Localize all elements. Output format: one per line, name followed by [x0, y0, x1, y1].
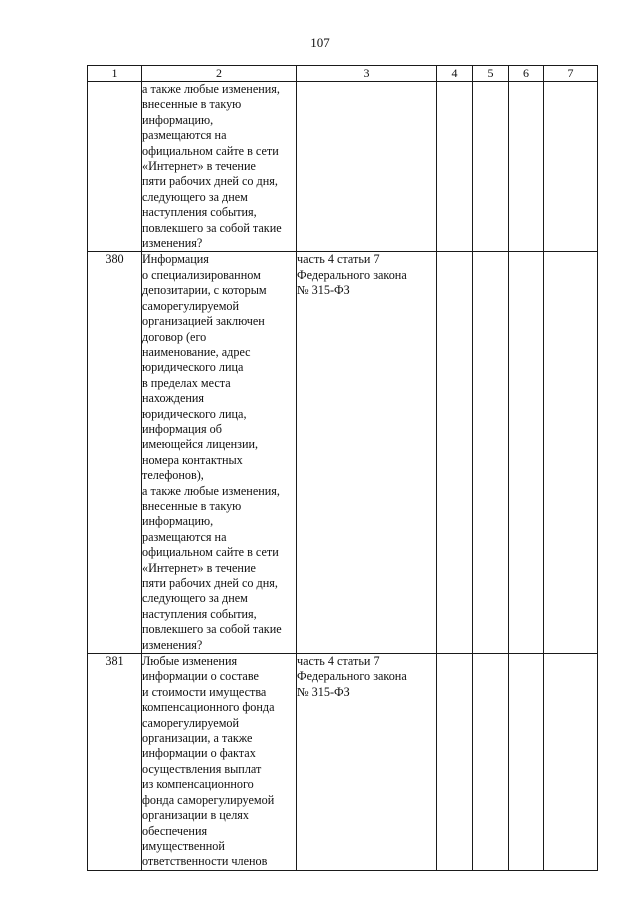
legal-basis [297, 252, 437, 654]
header-col-4: 4 [437, 66, 473, 82]
cell-col-5 [473, 82, 509, 252]
text-line: следующего за днем [142, 591, 248, 606]
row-number [88, 82, 142, 252]
legal-basis [297, 654, 437, 871]
text-line: организации, а также [142, 731, 253, 746]
text-line: пяти рабочих дней со дня, [142, 576, 278, 590]
text-line: информацию, [142, 514, 214, 529]
header-col-2: 2 [142, 66, 297, 82]
text-line: № 315-ФЗ [297, 283, 350, 298]
header-col-1: 1 [88, 66, 142, 82]
text-line: депозитарии, с которым [142, 283, 267, 298]
requirement-text [142, 252, 297, 654]
cell-col-7 [544, 82, 598, 252]
text-line: саморегулируемой [142, 298, 240, 313]
text-line: осуществления выплат [142, 761, 262, 776]
text-line: следующего за днем [142, 189, 248, 204]
text-line: имущественной [142, 838, 225, 853]
checklist-table [87, 65, 598, 871]
header-col-7: 7 [544, 66, 598, 82]
text-line: а также любые изменения, [142, 483, 280, 498]
text-line: изменения? [142, 637, 203, 652]
cell-col-7 [544, 252, 598, 654]
text-line: организации в целях [142, 808, 249, 823]
text-line: юридического лица [142, 360, 244, 375]
text-line: официальном сайте в сети [142, 545, 279, 560]
text-line: из компенсационного [142, 777, 254, 792]
text-line: организацией заключен [142, 314, 265, 329]
header-col-6: 6 [509, 66, 544, 82]
text-line: Федерального закона [297, 267, 407, 282]
text-line: а также любые изменения, [142, 82, 280, 96]
text-line: Любые изменения [142, 654, 238, 669]
cell-col-6 [509, 82, 544, 252]
text-line: часть 4 статьи 7 [297, 654, 380, 669]
text-line: юридического лица, [142, 406, 247, 421]
legal-basis [297, 82, 437, 252]
text-line: «Интернет» в течение [142, 560, 256, 575]
text-line: размещаются на [142, 529, 227, 544]
text-line: внесенные в такую [142, 498, 242, 513]
text-line: компенсационного фонда [142, 700, 275, 715]
text-line: внесенные в такую [142, 97, 242, 112]
text-line: Федерального закона [297, 669, 407, 684]
text-line: размещаются на [142, 128, 227, 143]
text-line: о специализированном [142, 267, 261, 282]
text-line: саморегулируемой [142, 715, 240, 730]
text-line: телефонов), [142, 468, 204, 483]
text-line: информацию, [142, 112, 214, 127]
text-line: наименование, адрес [142, 344, 251, 359]
text-line: Информация [142, 252, 209, 267]
cell-col-4 [437, 82, 473, 252]
text-line: договор (его [142, 329, 207, 344]
table-row [88, 252, 598, 654]
page-number: 107 [310, 35, 330, 50]
table-row [88, 82, 598, 252]
text-line: и стоимости имущества [142, 684, 267, 699]
text-line: повлекшего за собой такие [142, 220, 282, 235]
text-line: фонда саморегулируемой [142, 792, 275, 807]
header-col-5: 5 [473, 66, 509, 82]
row-number: 380 [88, 252, 142, 654]
table-row [88, 654, 598, 871]
text-line: в пределах места [142, 375, 231, 390]
text-line: информации о фактах [142, 746, 256, 761]
cell-col-6 [509, 654, 544, 871]
text-line: изменения? [142, 236, 203, 251]
row-number: 381 [88, 654, 142, 871]
text-line: официальном сайте в сети [142, 143, 279, 158]
cell-col-5 [473, 252, 509, 654]
cell-col-5 [473, 654, 509, 871]
requirement-text [142, 654, 297, 871]
text-line: повлекшего за собой такие [142, 622, 282, 637]
text-line: ответственности членов [142, 854, 268, 869]
cell-col-6 [509, 252, 544, 654]
text-line: информации о составе [142, 669, 259, 684]
text-line: часть 4 статьи 7 [297, 252, 380, 267]
header-col-3: 3 [297, 66, 437, 82]
text-line: нахождения [142, 391, 205, 406]
text-line: информация об [142, 421, 222, 436]
cell-col-4 [437, 252, 473, 654]
text-line: пяти рабочих дней со дня, [142, 174, 278, 189]
text-line: наступления события, [142, 606, 257, 621]
text-line: «Интернет» в течение [142, 159, 256, 174]
text-line: обеспечения [142, 823, 208, 838]
text-line: имеющейся лицензии, [142, 437, 259, 452]
text-line: № 315-ФЗ [297, 684, 350, 699]
text-line: наступления события, [142, 205, 257, 220]
text-line: номера контактных [142, 452, 243, 467]
cell-col-4 [437, 654, 473, 871]
header-row [88, 66, 598, 82]
cell-col-7 [544, 654, 598, 871]
requirement-text [142, 82, 297, 252]
